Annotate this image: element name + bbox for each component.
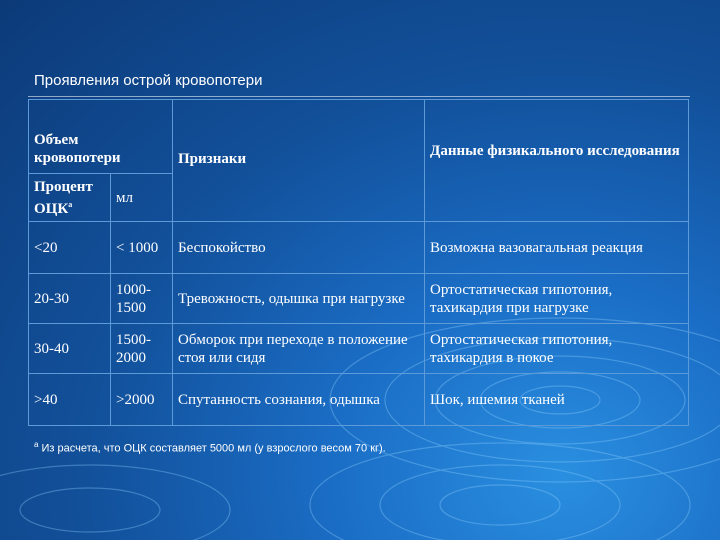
table-row: [29, 274, 689, 324]
table-row: [29, 374, 689, 426]
cell-ml: 1500-2000: [111, 324, 173, 374]
slide-title: Проявления острой кровопотери: [34, 72, 263, 89]
cell-percent: >40: [29, 374, 111, 426]
cell-signs: Беспокойство: [173, 222, 425, 274]
cell-ml: 1000-1500: [111, 274, 173, 324]
table-row: [29, 324, 689, 374]
header-percent-label: Процент ОЦК: [34, 178, 93, 217]
cell-signs: Тревожность, одышка при нагрузке: [173, 274, 425, 324]
header-row-1: [29, 100, 689, 174]
cell-percent: 20-30: [29, 274, 111, 324]
cell-ml: >2000: [111, 374, 173, 426]
table-row: [29, 222, 689, 274]
cell-signs: Обморок при переходе в положение стоя или сидя: [173, 324, 425, 374]
cell-exam: Шок, ишемия тканей: [425, 374, 689, 426]
header-ml: мл: [111, 174, 173, 222]
cell-percent: 30-40: [29, 324, 111, 374]
footnote-mark: a: [34, 440, 39, 449]
header-exam: Данные физикального исследования: [425, 100, 689, 222]
blood-loss-table: [28, 99, 689, 426]
cell-exam: Возможна вазовагальная реакция: [425, 222, 689, 274]
cell-exam: Ортостатическая гипотония, тахикардия при нагрузке: [425, 274, 689, 324]
footnote: [34, 440, 386, 455]
cell-percent: <20: [29, 222, 111, 274]
header-volume: Объем кровопотери: [29, 100, 173, 174]
cell-signs: Спутанность сознания, одышка: [173, 374, 425, 426]
footnote-text: Из расчета, что ОЦК составляет 5000 мл (у взрослого весом 70 кг).: [38, 442, 386, 455]
cell-exam: Ортостатическая гипотония, тахикардия в покое: [425, 324, 689, 374]
title-divider: [28, 96, 690, 97]
header-percent-footnote-mark: a: [68, 199, 73, 209]
header-percent: [29, 174, 111, 222]
header-signs: Признаки: [173, 100, 425, 222]
cell-ml: < 1000: [111, 222, 173, 274]
